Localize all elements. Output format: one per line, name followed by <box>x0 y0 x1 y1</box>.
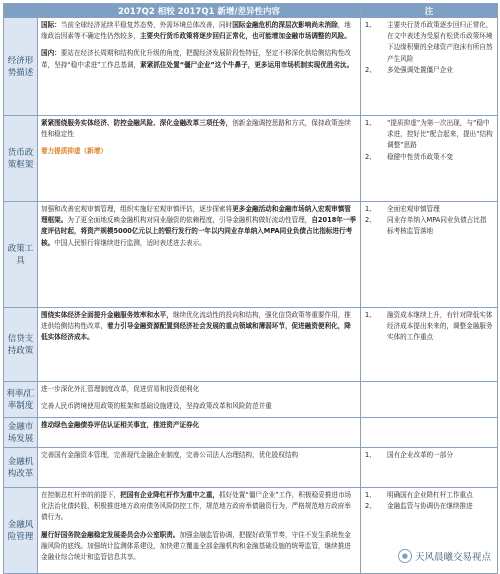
row-notes <box>361 382 498 418</box>
header-category <box>4 4 38 18</box>
content-paragraph <box>41 204 357 249</box>
row-category: 政策工具 <box>4 202 38 308</box>
row-category: 经济形势描述 <box>4 18 38 116</box>
note-item <box>365 450 493 461</box>
note-item <box>365 215 493 237</box>
content-text: 创新金融调控思路和方式，保持政策连续性和稳定性 <box>41 119 351 138</box>
content-paragraph <box>41 20 357 42</box>
content-text: 在控制总杠杆率的前提下， <box>41 491 120 499</box>
note-number: 2、 <box>365 152 387 163</box>
table-row <box>4 18 498 116</box>
note-item <box>365 118 493 152</box>
watermark-text: 天风晨曦交易视点 <box>415 549 491 563</box>
note-text: 主要央行货币政策逐步回归正常化，在文中表述为受原有松货币政策环境下边缘积聚的全球资产泡沫有所自然产生风险 <box>387 20 493 65</box>
row-notes <box>361 448 498 488</box>
content-text: ，地缘政治因素等不确定性仍然较多， <box>41 21 351 40</box>
table-header-row <box>4 4 498 18</box>
note-text: 稳健中性货币政策不变 <box>387 152 453 163</box>
table-row <box>4 202 498 308</box>
content-paragraph <box>41 530 357 564</box>
note-item <box>365 501 493 512</box>
content-text: 为了更全面地反映金融机构对同业融资的依赖程度，引导金融机构做好流动性管理， <box>67 216 311 224</box>
content-text: 更多运用市场机制实现优胜劣汰。 <box>254 61 353 69</box>
note-number: 1、 <box>365 490 387 501</box>
content-text: 履行好国务院金融稳定发展委员会办公室职责。 <box>41 531 179 539</box>
content-paragraph <box>41 310 357 344</box>
table-row <box>4 418 498 448</box>
content-text: 国际： <box>41 21 61 29</box>
watermark <box>395 548 494 564</box>
content-paragraph <box>41 450 357 461</box>
note-item <box>365 20 493 65</box>
content-text: 完善国有金融资本管理，完善现代金融企业制度，完善公司法人治理结构，优化股权结构 <box>41 451 298 459</box>
note-number: 2、 <box>365 65 387 76</box>
content-text: 推动绿色金融债券评估认证相关事宜，推进资产证券化 <box>41 421 199 429</box>
content-text: 主要央行货币政策将逐步回归正常化，也可能增加金融市场调整的风险。 <box>140 32 351 40</box>
note-text: 金融监管与协调仍在继续推进 <box>387 501 473 512</box>
row-notes <box>361 202 498 308</box>
content-text: 积极稳妥推进市场化法治化债转股， <box>41 491 351 510</box>
content-text: 积极推进地方政府债务风险防控工作，规范地方政府举债融资行为，严格规范地方政府举债行为。 <box>41 502 351 521</box>
content-text: 更多金融活动和金融市场纳入宏观审慎管理框架。 <box>41 205 351 224</box>
row-content <box>38 382 361 418</box>
row-category: 信贷支持政策 <box>4 308 38 382</box>
note-number: 2、 <box>365 501 387 512</box>
note-number: 2、 <box>365 215 387 237</box>
row-notes <box>361 116 498 202</box>
content-text: 把国有企业降杠杆作为重中之重， <box>120 491 219 499</box>
table-row <box>4 382 498 418</box>
content-text: 紧紧抓住处置“僵尸企业”这个牛鼻子， <box>140 61 254 69</box>
content-text: 抓好处置“僵尸企业”工作， <box>219 491 298 499</box>
content-text: 国内： <box>41 49 61 57</box>
content-text: 自2018年一季度评估时起，将资产规模5000亿元以上的银行发行的一年以内同业存单纳入MPA同业负债占比指标进行考核。 <box>41 216 356 246</box>
content-text: 继续优化流动性的投向和结构，强化信贷政策等重要作用，推进供给侧结构性改革， <box>41 311 351 330</box>
wechat-logo-icon: ● <box>398 549 412 563</box>
content-paragraph <box>41 420 357 431</box>
content-text: 紧紧围绕服务实体经济、防控金融风险、深化金融改革三项任务， <box>41 119 232 127</box>
row-content <box>38 488 361 574</box>
content-text: 加强和改善宏观审慎管理，组织实施好宏观审慎评估，逐步探索将 <box>41 205 232 213</box>
note-number: 1、 <box>365 204 387 215</box>
content-paragraph <box>41 118 357 140</box>
content-text: 着力引导金融资源配置到经济社会发展的重点领域和薄弱环节，促进融资便利化，降低实体经济成本。 <box>41 322 351 341</box>
note-text: 多处强调处置僵尸企业 <box>387 65 453 76</box>
note-item <box>365 152 493 163</box>
content-paragraph <box>41 146 357 157</box>
content-text: 要站在经济长周期和结构优化升级的角度，把握经济发展阶段性特征，坚定不移深化供给侧结构性改革， <box>41 49 351 68</box>
row-content <box>38 18 361 116</box>
content-text: 完善人民币跨境使用政策的框架和基础设施建设，坚持政策改革和风险防范并重 <box>41 402 272 410</box>
note-text: 明确国有企业降杠杆工作重点 <box>387 490 473 501</box>
table-row <box>4 116 498 202</box>
note-number: 1、 <box>365 118 387 152</box>
row-content <box>38 448 361 488</box>
note-text: “提质抑虚”为第一次出现，与“稳中求进，控好比”配合起来，提出“结构调整”思路 <box>387 118 493 152</box>
row-notes <box>361 418 498 448</box>
row-category: 货币政策框架 <box>4 116 38 202</box>
content-paragraph <box>41 384 357 395</box>
row-category: 利率/汇率制度 <box>4 382 38 418</box>
row-content <box>38 116 361 202</box>
row-content <box>38 202 361 308</box>
content-text: 加强金融监管协调，把握好政策节奏，守住不发生系统性金融风险的底线。加强统计监测体系建设，加快建立覆盖全部金融机构和金融基础设施的统筹监管，继续推进金融业综合统计和监管信息共享。 <box>41 531 351 561</box>
content-paragraph <box>41 48 357 70</box>
note-text: 全面宏观审慎管理 <box>387 204 440 215</box>
header-notes: 注 <box>361 4 498 18</box>
content-paragraph <box>41 490 357 524</box>
policy-comparison-table <box>3 3 498 574</box>
row-content <box>38 308 361 382</box>
header-content: 2017Q2 相较 2017Q1 新增/差异性内容 <box>38 4 361 18</box>
content-paragraph <box>41 401 357 412</box>
note-item <box>365 490 493 501</box>
note-item <box>365 65 493 76</box>
row-notes <box>361 308 498 382</box>
content-text: 进一步深化外汇管理制度改革，促进贸易和投资便利化 <box>41 385 199 393</box>
row-category: 金融机构改革 <box>4 448 38 488</box>
table-row <box>4 308 498 382</box>
note-number: 1、 <box>365 450 387 461</box>
content-text: 国际金融危机的深层次影响尚未消除 <box>232 21 338 29</box>
note-number: 1、 <box>365 310 387 344</box>
content-text: 中国人民银行将继续进行监测，适时表述进去表示。 <box>54 239 206 247</box>
table-row <box>4 448 498 488</box>
note-text: 国有企业改革的一部分 <box>387 450 453 461</box>
note-item <box>365 310 493 344</box>
row-category: 金融市场发展 <box>4 418 38 448</box>
note-text: 同业存单纳入MPA同业负债占比指标考核监管落地 <box>387 215 493 237</box>
content-text: 当前全球经济延续平稳复苏态势，外需环境总体改善，同时 <box>61 21 232 29</box>
note-item <box>365 204 493 215</box>
note-text: 融资成本继续上升，有针对降低实体经济成本提出来来的，调整金融服务实体的工作重点 <box>387 310 493 344</box>
row-content <box>38 418 361 448</box>
content-text: 着力提质抑虚（新增） <box>41 147 107 155</box>
content-text: 围绕实体经济全面提升金融服务效率和水平， <box>41 311 173 319</box>
content-text: 坚持“稳中求进”工作总基调， <box>54 61 140 69</box>
note-number: 1、 <box>365 20 387 65</box>
row-category: 金融风险管理 <box>4 488 38 574</box>
row-notes <box>361 18 498 116</box>
